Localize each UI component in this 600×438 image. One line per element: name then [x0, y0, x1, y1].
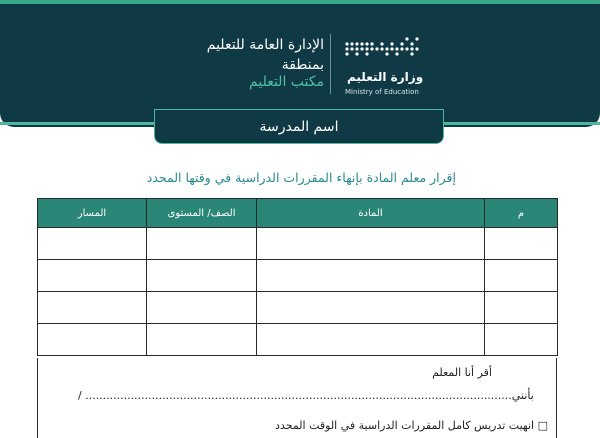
table-cell[interactable]: [485, 260, 558, 292]
table-cell[interactable]: [257, 260, 485, 292]
page-header: [0, 0, 600, 127]
form-title: إقرار معلم المادة بإنهاء المقررات الدراسية في وقتها المحدد: [146, 170, 456, 185]
table-cell[interactable]: [38, 228, 147, 260]
table-cell[interactable]: [38, 292, 147, 324]
table-cell[interactable]: [38, 260, 147, 292]
table-cell[interactable]: [257, 292, 485, 324]
logo-arabic-text: وزارة التعليم: [347, 70, 424, 84]
header-divider: [330, 34, 331, 94]
table-cell[interactable]: [485, 228, 558, 260]
table-row: [38, 292, 558, 324]
office-name: مكتب التعليم: [249, 74, 324, 90]
school-name-box: اسم المدرسة: [154, 109, 444, 144]
courses-table: [37, 198, 558, 356]
col-header-grade: الصف/ المستوى: [147, 199, 257, 228]
col-header-number: م: [485, 199, 558, 228]
table-cell[interactable]: [257, 324, 485, 356]
table-row: [38, 260, 558, 292]
pledge-checkbox-line[interactable]: □ انهيت تدريس كامل المقررات الدراسية في الوقت المحدد: [275, 419, 548, 432]
table-cell[interactable]: [147, 324, 257, 356]
table-cell[interactable]: [147, 260, 257, 292]
table-cell[interactable]: [38, 324, 147, 356]
logo-dots-icon: [343, 34, 421, 62]
pledge-section: [37, 358, 557, 438]
table-cell[interactable]: [485, 324, 558, 356]
table-header-row: [38, 199, 558, 228]
table-cell[interactable]: [485, 292, 558, 324]
admin-name: [207, 35, 324, 75]
col-header-subject: المادة: [257, 199, 485, 228]
table-cell[interactable]: [147, 292, 257, 324]
table-row: [38, 228, 558, 260]
pledge-line-2[interactable]: / ..........................................................................................................................بأنني: [78, 389, 534, 402]
table-cell[interactable]: [257, 228, 485, 260]
admin-line-2: بمنطقة: [281, 57, 324, 73]
pledge-line-1: أقر أنا المعلم: [432, 366, 492, 379]
table-cell[interactable]: [147, 228, 257, 260]
table-row: [38, 324, 558, 356]
ministry-logo: [343, 34, 425, 98]
admin-line-1: الإدارة العامة للتعليم: [206, 37, 324, 53]
col-header-track: المسار: [38, 199, 147, 228]
logo-english-text: Ministry of Education: [345, 88, 419, 96]
